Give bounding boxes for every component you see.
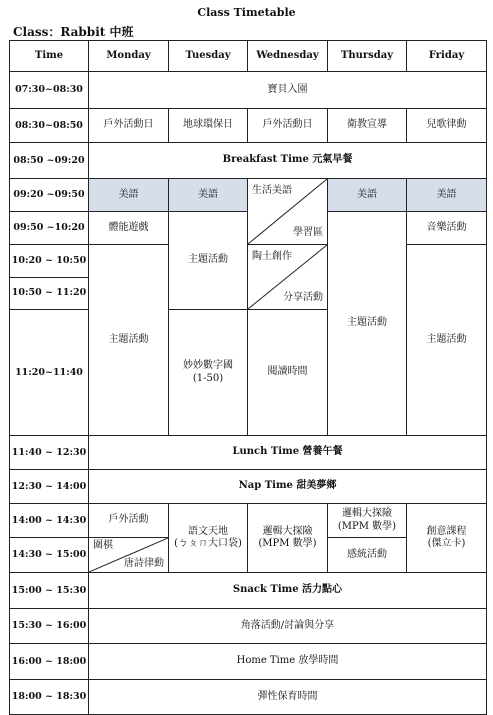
table-row bbox=[10, 470, 487, 504]
header-row bbox=[10, 41, 487, 72]
time-cell: 16:00 ~ 18:00 bbox=[10, 644, 89, 680]
wednesday-split-cell-2 bbox=[248, 245, 328, 310]
english-cell: 美語 bbox=[328, 179, 407, 212]
home-cell: Home Time 放學時間 bbox=[89, 644, 487, 680]
time-cell: 10:20 ~ 10:50 bbox=[10, 245, 89, 278]
split-top-text: 圍棋 bbox=[93, 540, 113, 551]
activity-cell: 體能遊戲 bbox=[89, 212, 169, 245]
english-cell: 美語 bbox=[169, 179, 248, 212]
table-row bbox=[10, 109, 487, 143]
split-bottom-text: 唐詩律動 bbox=[124, 557, 164, 569]
cell-line: (傑立卡) bbox=[427, 538, 466, 549]
theme-cell: 主題活動 bbox=[328, 212, 407, 436]
monday-split-cell bbox=[89, 538, 169, 573]
header-friday: Friday bbox=[407, 41, 487, 72]
care-cell: 彈性保育時間 bbox=[89, 680, 487, 715]
cell-line: 語文天地 bbox=[188, 525, 228, 537]
corner-cell: 角落活動/討論與分享 bbox=[89, 609, 487, 644]
activity-cell: 感統活動 bbox=[328, 538, 407, 573]
time-cell: 11:20~11:40 bbox=[10, 310, 89, 436]
table-row bbox=[10, 179, 487, 212]
lunch-cell: Lunch Time 營養午餐 bbox=[89, 436, 487, 470]
activity-cell bbox=[169, 504, 248, 573]
cell-line: 邏輯大探險 bbox=[262, 525, 313, 537]
table-row bbox=[10, 72, 487, 109]
arrival-cell: 寶貝入園 bbox=[89, 72, 487, 109]
split-bottom-text: 學習區 bbox=[293, 226, 323, 238]
activity-cell bbox=[169, 310, 248, 436]
time-cell: 09:50 ~10:20 bbox=[10, 212, 89, 245]
time-cell: 14:30 ~ 15:00 bbox=[10, 538, 89, 573]
table-row bbox=[10, 644, 487, 680]
time-cell: 09:20 ~09:50 bbox=[10, 179, 89, 212]
time-cell: 18:00 ~ 18:30 bbox=[10, 680, 89, 715]
header-thursday: Thursday bbox=[328, 41, 407, 72]
activity-cell: 地球環保日 bbox=[169, 109, 248, 143]
time-cell: 14:00 ~ 14:30 bbox=[10, 504, 89, 538]
table-row bbox=[10, 436, 487, 470]
activity-cell: 戶外活動日 bbox=[248, 109, 328, 143]
activity-cell: 戶外活動日 bbox=[89, 109, 169, 143]
time-cell: 11:40 ~ 12:30 bbox=[10, 436, 89, 470]
table-row bbox=[10, 609, 487, 644]
cell-line: (MPM 數學) bbox=[337, 520, 397, 532]
activity-cell bbox=[407, 504, 487, 573]
table-row bbox=[10, 573, 487, 609]
page-title: Class Timetable bbox=[197, 6, 296, 19]
class-label: Class：Rabbit 中班 bbox=[13, 25, 134, 39]
table-row bbox=[10, 680, 487, 715]
split-top-text: 生活美語 bbox=[252, 185, 292, 196]
activity-cell bbox=[248, 504, 328, 573]
activity-cell: 戶外活動 bbox=[89, 504, 169, 538]
activity-cell: 音樂活動 bbox=[407, 212, 487, 245]
activity-cell: 兒歌律動 bbox=[407, 109, 487, 143]
header-tuesday: Tuesday bbox=[169, 41, 248, 72]
english-cell: 美語 bbox=[407, 179, 487, 212]
time-cell: 15:30 ~ 16:00 bbox=[10, 609, 89, 644]
table-row bbox=[10, 504, 487, 538]
split-bottom-text: 分享活動 bbox=[283, 291, 323, 303]
time-cell: 10:50 ~ 11:20 bbox=[10, 277, 89, 310]
timetable bbox=[9, 40, 487, 715]
activity-cell bbox=[328, 504, 407, 538]
split-top-text: 陶土創作 bbox=[252, 251, 292, 262]
theme-cell: 主題活動 bbox=[407, 245, 487, 436]
time-cell: 07:30~08:30 bbox=[10, 72, 89, 109]
header-time: Time bbox=[10, 41, 89, 72]
time-cell: 08:30~08:50 bbox=[10, 109, 89, 143]
cell-line: (1-50) bbox=[192, 372, 224, 384]
table-row bbox=[10, 245, 487, 278]
time-cell: 15:00 ~ 15:30 bbox=[10, 573, 89, 609]
activity-cell: 衛教宣導 bbox=[328, 109, 407, 143]
theme-cell: 主題活動 bbox=[169, 212, 248, 310]
cell-line: (MPM 數學) bbox=[258, 538, 317, 549]
breakfast-cell: Breakfast Time 元氣早餐 bbox=[89, 143, 487, 179]
cell-line: 邏輯大探險 bbox=[342, 508, 392, 519]
english-cell: 美語 bbox=[89, 179, 169, 212]
time-cell: 08:50 ~09:20 bbox=[10, 143, 89, 179]
theme-cell: 主題活動 bbox=[89, 245, 169, 436]
nap-cell: Nap Time 甜美夢鄉 bbox=[89, 470, 487, 504]
table-row bbox=[10, 143, 487, 179]
header-wednesday: Wednesday bbox=[248, 41, 328, 72]
cell-line: 妙妙數字國 bbox=[183, 360, 233, 371]
header-monday: Monday bbox=[89, 41, 169, 72]
snack-cell: Snack Time 活力點心 bbox=[89, 573, 487, 609]
activity-cell: 閱讀時間 bbox=[248, 310, 328, 436]
wednesday-split-cell bbox=[248, 179, 328, 245]
time-cell: 12:30 ~ 14:00 bbox=[10, 470, 89, 504]
cell-line: (ㄅㄆㄇ大口袋) bbox=[174, 538, 242, 549]
cell-line: 創意課程 bbox=[426, 525, 467, 537]
